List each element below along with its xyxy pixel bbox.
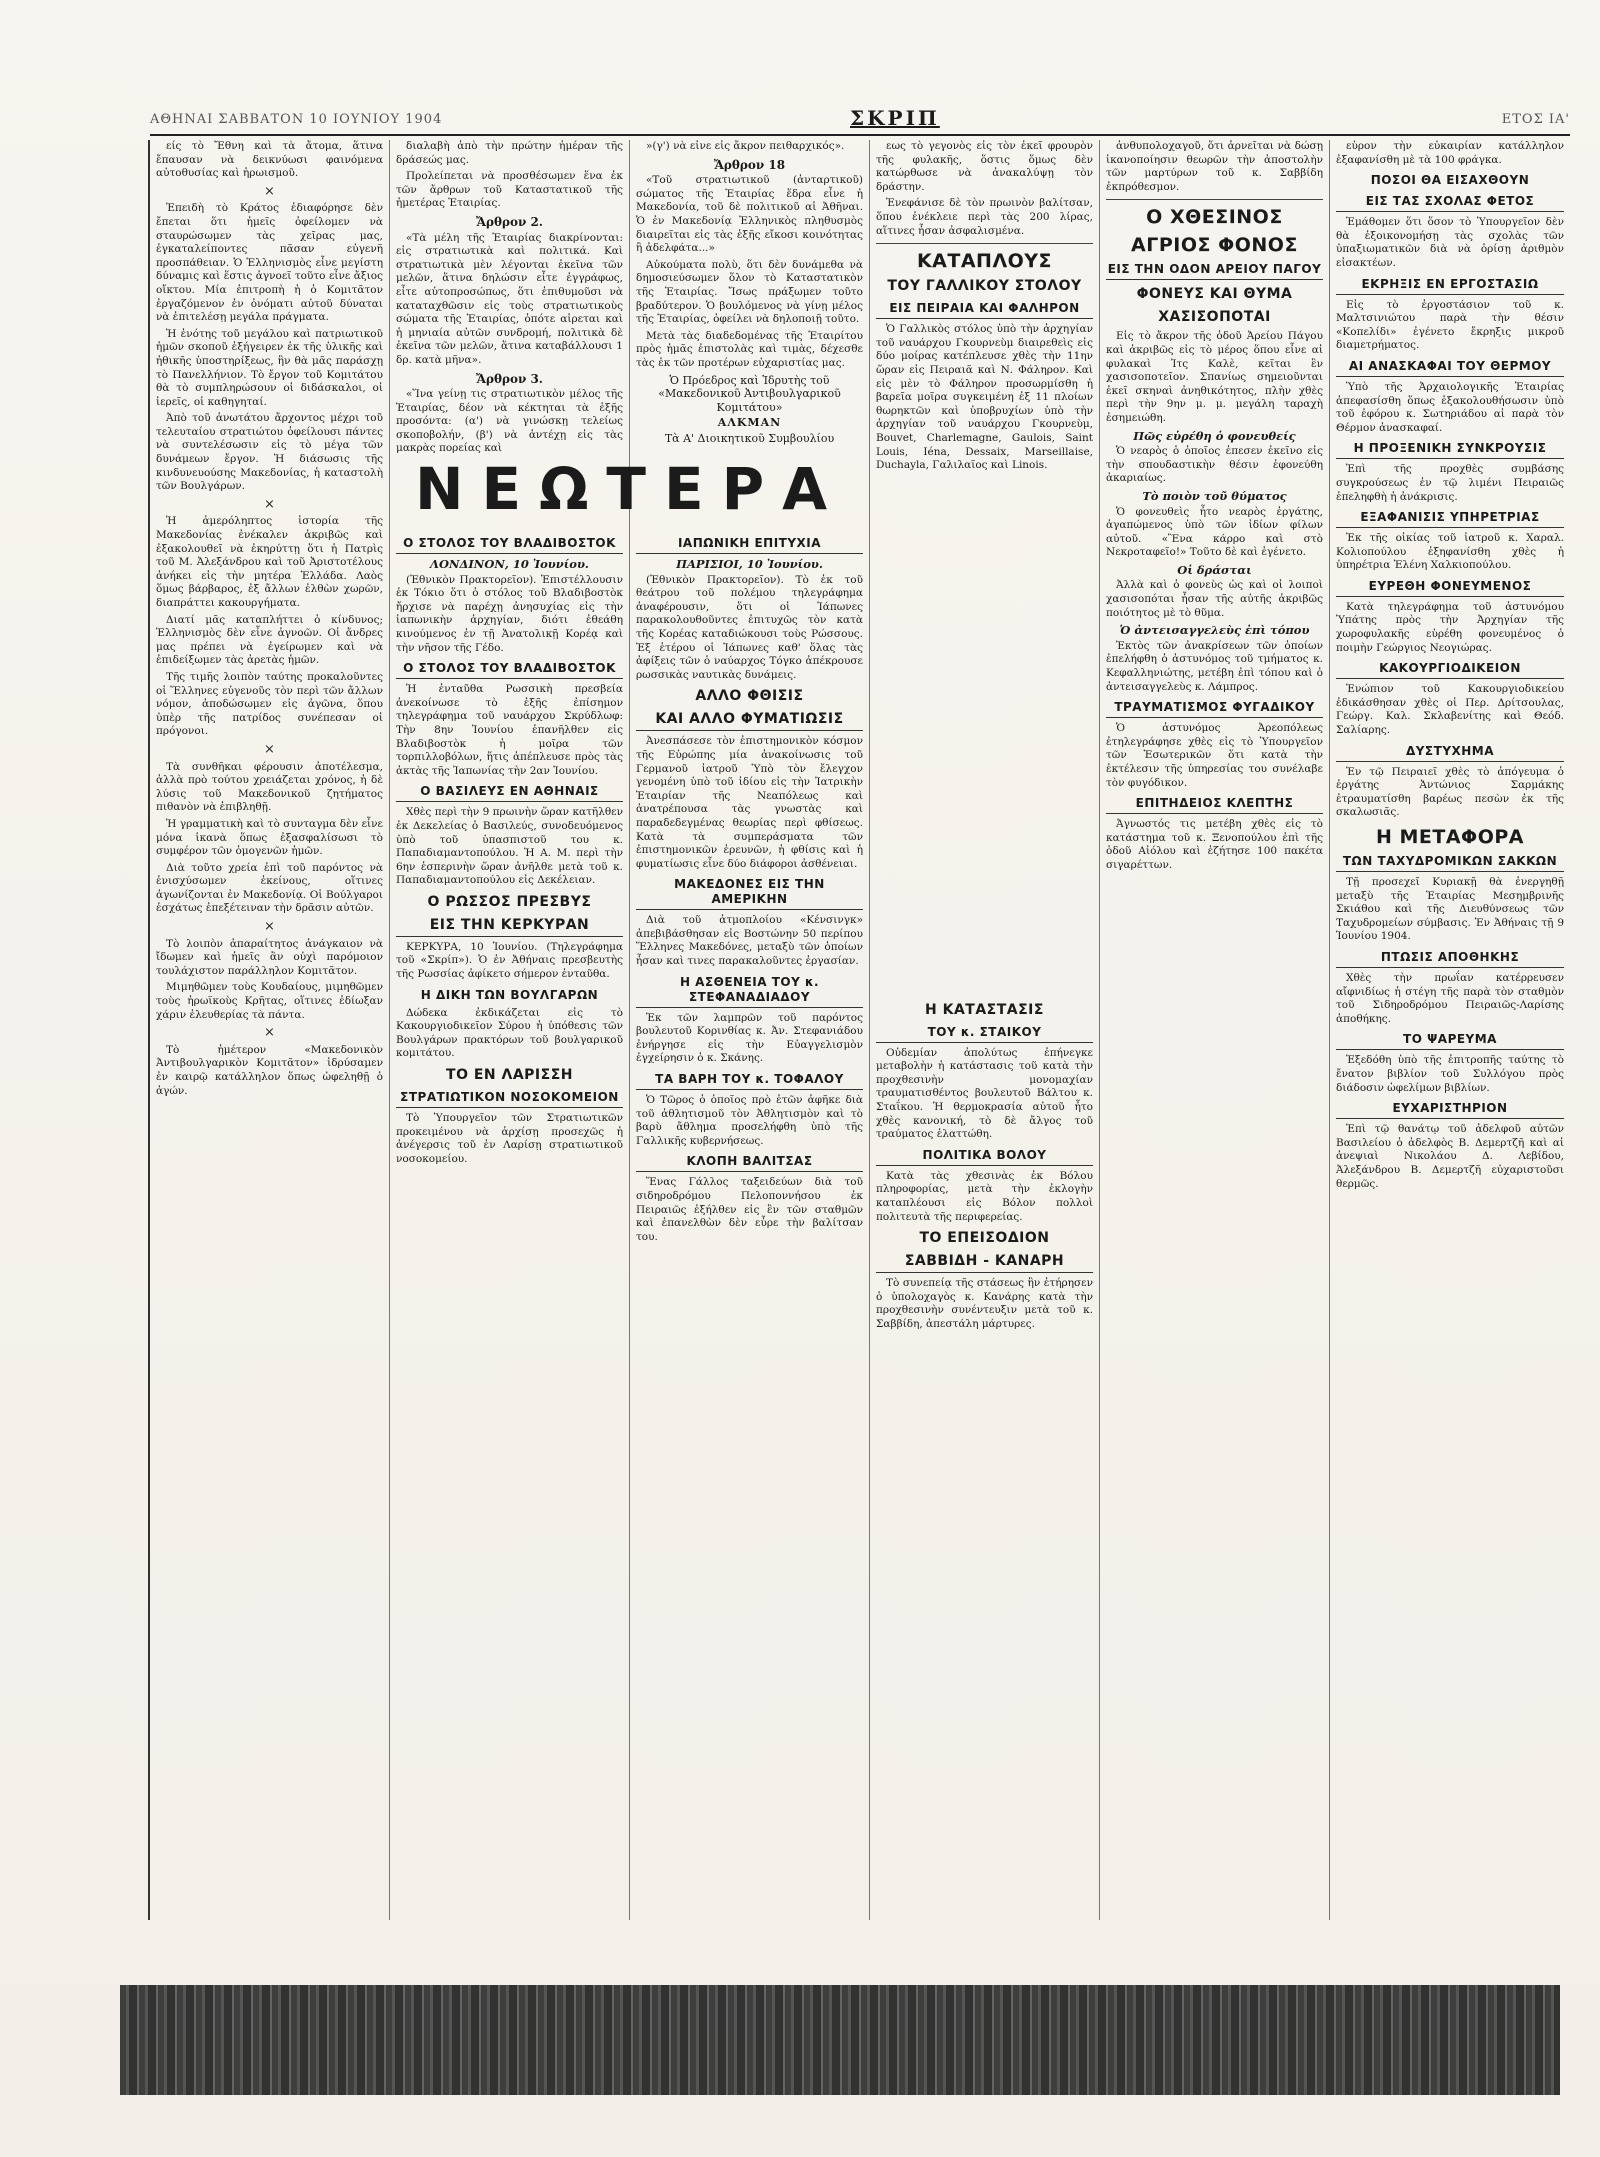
heading-how-many: ΠΟΣΟΙ ΘΑ ΕΙΣΑΧΘΟΥΝ [1370, 173, 1530, 188]
heading-condition: Η ΚΑΤΑΣΤΑΣΙΣ [925, 1001, 1044, 1018]
col1-para-3: Ἡ ἐνότης τοῦ μεγάλου καὶ πατριωτικοῦ ἡμῶν σκοποῦ ἐξήγειρεν ἐκ τῆς ὑλικῆς καὶ ἠθικῆς ὑποστηρίξεως, ἣν θὰ μᾶς παράσχῃ τὸ Πανελλήνιον. Τὸ ἔργον τοῦ Κομιτάτου θὰ τὸ συμπληρώσουν οἱ διδάσκαλοι, οἱ ἱερεῖς, οἱ καθηγηταί. [156, 327, 383, 408]
masthead-issue: ΕΤΟΣ ΙΑ' [1501, 112, 1570, 127]
col1-para-9: Ἡ γραμματικὴ καὶ τὸ συνταγμα δὲν εἶνε μόνα ἱκανὰ ὅπως ἐξασφαλίσωσι τὸ συμφέρον τῶν ὁμογενῶν ἡμῶν. [156, 817, 383, 858]
court-text: Ἐνώπιον τοῦ Κακουργιοδικείου ἐδικάσθησαν χθὲς οἱ Περ. Δρίτσουλας, Γεώργ. Καλ. Σκλαβενίτης καὶ Θεόδ. Σαλίαρης. [1336, 683, 1564, 737]
col1-para-6: Διατί μᾶς καταπλήττει ὁ κίνδυνος; Ἐλληνισμὸς δὲν εἶνε ἀγνοῶν. Οἱ ἄνδρες μας πρέπει νὰ ἐγείρωμεν καὶ νὰ ἐπιδείξωμεν τὰς ἀρετὰς ἡμῶν. [156, 613, 383, 667]
thanks-text: Ἐπὶ τῷ θανάτῳ τοῦ ἀδελφοῦ αὐτῶν Βασιλείου ὁ ἀδελφὸς Β. Δεμερτζῆ καὶ αἱ ἀνεψιαὶ Νικολάου Δ. Λεβίδου, Ἀλεξάνδρου Β. Δεμερτζῆ εὐχαριστοῦσι θερμῶς. [1336, 1123, 1564, 1190]
dateline-london: ΛΟΝΔΙΝΟΝ, 10 Ἰουνίου. [430, 557, 589, 571]
col1-para-5: Ἡ ἀμερόληπτος ἱστορία τῆς Μακεδονίας ἐνέκαλεν ἀκριβῶς καὶ ἐξακολουθεῖ νὰ ἐκηρύττῃ ὅτι ἡ Πατρὶς τοῦ Μ. Ἀλεξάνδρου καὶ τοῦ Ἀριστοτέλους ἀνήκει εἰς τὴν μητέρα Ἑλλάδα. Λαὸς ὅμως βάρβαρος, ἐξ ἄλλων ἐλθὼν χωρῶν, διαπράττει κακουργήματα. [156, 515, 383, 609]
heading-explosion: ΕΚΡΗΞΙΣ ΕΝ ΕΡΓΟΣΤΑΣΙΩ [1336, 277, 1564, 295]
prosecutor-text: Ἐκτὸς τῶν ἀνακρίσεων τῶν ὁποίων ἐπελήφθη ὁ ἀστυνόμος τοῦ τμήματος κ. Κεφαλληνιώτης, μετέβη ἐπὶ τόπου καὶ ὁ ἀντεισαγγελεὺς κ. Λάμπρος. [1106, 639, 1323, 693]
col1-para-10: Διὰ τοῦτο χρεία ἐπὶ τοῦ παρόντος νὰ ἐνισχύσωμεν ἐκείνους, οἵτινες ἀγωνίζονται ἐν Μακεδονίᾳ. Οἱ Βούλγαροι ἐσχάτως ἐπεξέτειναν τὴν δρᾶσιν αὐτῶν. [156, 861, 383, 915]
heading-illness: Η ΑΣΘΕΝΕΙΑ ΤΟΥ κ. ΣΤΕΦΑΝΑΔΙΑΔΟΥ [636, 975, 863, 1008]
king-text: Χθὲς περὶ τὴν 9 πρωινὴν ὥραν κατῆλθεν ἐκ Δεκελείας ὁ Βασιλεύς, συνοδευόμενος ὑπὸ τοῦ ὑπασπιστοῦ του κ. Παπαδιαμαντοπούλου. Ἡ Α. Μ. περὶ τὴν 6ην ἑσπερινὴν ὥραν ἀνῆλθε μετὰ τοῦ κ. Παπαδιαμαντοπούλου εἰς Δεκέλειαν. [396, 806, 623, 887]
article-2-heading: Ἄρθρον 2. [476, 214, 543, 229]
fishing-text: Ἐξεδόθη ὑπὸ τῆς ἐπιτροπῆς ταύτης τὸ ἔνατον βιβλίον τοῦ Συλλόγου πρὸς διάδοσιν ὠφελίμων βιβλίων. [1336, 1054, 1564, 1094]
news-column-1 [390, 530, 630, 1920]
theft-text: Ἕνας Γάλλος ταξειδεύων διὰ τοῦ σιδηροδρόμου Πελοποννήσου ἐκ Πειραιῶς ἐξήλθεν εἰς ἓν τῶν σταθμῶν καὶ ἐπανελθὼν δὲν εὗρε τὴν βαλίτσαν του. [636, 1176, 863, 1243]
col1-para-12: Μιμηθῶμεν τοὺς Κουδαίους, μιμηθῶμεν τοὺς ἡρωϊκοὺς Κρῆτας, οἵτινες ἐδίωξαν χάριν ἐλευθερίας τὰ πάντα. [156, 981, 383, 1021]
hospital-text: Τὸ Ὑπουργεῖον τῶν Στρατιωτικῶν προκειμένου νὰ ἀρχίσῃ προσεχῶς ἡ ἀνέγερσις τοῦ ἐν Λαρίσῃ στρατιωτικοῦ νοσοκομείου. [396, 1112, 623, 1165]
heading-postal-bags: ΤΩΝ ΤΑΧΥΔΡΟΜΙΚΩΝ ΣΑΚΚΩΝ [1336, 854, 1564, 872]
dateline-paris: ΠΑΡΙΣΙΟΙ, 10 Ἰουνίου. [676, 557, 823, 571]
heading-vladivostok-fleet-2: Ο ΣΤΟΛΟΣ ΤΟΥ ΒΛΑΔΙΒΟΣΤΟΚ [396, 661, 623, 679]
excavations-text: Ὑπὸ τῆς Ἀρχαιολογικῆς Ἑταιρίας ἀπεφασίσθη ὅπως ἐξακολουθήσωσιν ὑπὸ τοῦ ἐφόρου κ. Σωτηριάδου αἱ παρὰ τὸν Θέρμον ἀνασκαφαί. [1336, 380, 1564, 434]
fugitive-text: Ὁ ἀστυνόμος Ἀρεοπόλεως ἐτηλεγράφησε χθὲς εἰς τὸ Ὑπουργεῖον τῶν Ἐσωτερικῶν ὅτι κατὰ τὴν ἐκτέλεσιν τῆς ὑπηρεσίας του συνέλαβε τὸν φυγόδικον. [1106, 722, 1323, 789]
signature-title: Ὁ Πρόεδρος καὶ Ἱδρυτὴς τοῦ «Μακεδονικοῦ Ἀντιβουλγαρικοῦ Κομιτάτου» [658, 373, 841, 414]
heading-savage-murder: ΑΓΡΙΟΣ ΦΟΝΟΣ [1131, 234, 1298, 257]
col3-para-3: Μετὰ τὰς διαδεδομένας τῆς Ἑταιρίτου πρὸς ἡμᾶς ἐπιστολὰς καὶ τιμὰς, δέχεσθε τὰς ἐκ τῶν προτέρων εὐχαριστίας μας. [636, 329, 863, 369]
signature-name: ΑΛΚΜΑΝ [717, 416, 782, 430]
heading-russian-ambassador: Ο ΡΩΣΣΟΣ ΠΡΕΣΒΥΣ [427, 893, 592, 910]
vladivostok-text-2: Ἡ ἐνταῦθα Ρωσσικὴ πρεσβεία ἀνεκοίνωσε τὸ ἑξῆς ἐπίσημον τηλεγράφημα τοῦ ναυάρχου Σκρύδλωφ: Τὴν 8ην Ἰουνίου ἐπανῆλθεν εἰς Βλαδιβοστὸκ ἡ μοῖρα τῶν τορπιλλοβόλων, ἥτις ἀπέπλευσε πρὸς τὰς ἀκτὰς τῆς Ἰαπωνίας τὴν 2αν Ἰουνίου. [396, 683, 623, 777]
columns-area [150, 140, 1570, 1920]
heading-suitcase-theft: ΚΛΟΠΗ ΒΑΛΙΤΣΑΣ [636, 1154, 863, 1172]
heading-volos-politics: ΠΟΛΙΤΙΚΑ ΒΟΛΟΥ [876, 1148, 1093, 1166]
masthead-date: ΑΘΗΝΑΙ ΣΑΒΒΑΤΟΝ 10 ΙΟΥΝΙΟΥ 1904 [150, 112, 443, 127]
heading-tuberculosis: ΚΑΙ ΑΛΛΟ ΦΥΜΑΤΙΩΣΙΣ [636, 711, 863, 731]
col1-para-1: είς τὸ Ἔθνη καὶ τὰ ἄτομα, ἅτινα ἔπαυσαν νὰ δεικνύωσι φαινόμενα αὐτοθυσίας καὶ ἡρωισμοῦ. [156, 140, 383, 180]
masthead-title: ΣΚΡΙΠ [850, 106, 940, 130]
col3-para-2: Αὐκούματα πολὺ, ὅτι δὲν δυνάμεθα νὰ δημοσιεύσωμεν ὅλον τὸ Καταστατικὸν τῆς Ἑταιρίας. Ἴσως πράξωμεν τοῦτο βραδύτερον. Ὁ βουλόμενος νὰ γίνῃ μέλος τῆς Ἑταιρίας, ὀφείλει νὰ δηλοποιῇ τοῦτο. [636, 258, 863, 326]
article-3-heading: Ἄρθρον 3. [476, 371, 543, 386]
illness-text: Ἐκ τῶν λαμπρῶν τοῦ παρόντος βουλευτοῦ Κορινθίας κ. Ἀν. Στεφανιάδου ἐνήργησε εἰς τὴν Εὐαγγελισμὸν ἐγχείρησιν ὁ κ. Σκάνης. [636, 1011, 863, 1065]
heading-incident: ΤΟ ΕΠΕΙΣΟΔΙΟΝ [919, 1230, 1050, 1247]
heading-arrival: ΚΑΤΑΠΛΟΥΣ [916, 250, 1053, 273]
col2-para-1: διαλαβὴ ἀπὸ τὴν πρώτην ἡμέραν τῆς δράσεώς μας. [396, 140, 623, 166]
heading-schools: ΕΙΣ ΤΑΣ ΣΧΟΛΑΣ ΦΕΤΟΣ [1336, 194, 1564, 212]
heading-savvidis-kanaris: ΣΑΒΒΙΔΗ - ΚΑΝΑΡΗ [876, 1253, 1093, 1273]
heading-found-dead: ΕΥΡΕΘΗ ΦΟΝΕΥΜΕΝΟΣ [1336, 579, 1564, 597]
heading-how-found: Πῶς εὑρέθη ὁ φονευθείς [1133, 428, 1296, 443]
col1-para-8: Τὰ συνθῆκαι φέρουσιν ἀποτέλεσμα, ἀλλὰ πρὸ τούτου χρειάζεται χρόνος, ἡ δὲ λύσις τοῦ Μακεδονικοῦ ζητήματος πιθανὸν νὰ ἐπιβληθῇ. [156, 760, 383, 814]
scan-bottom-strip [120, 1985, 1560, 2095]
heading-consular: Η ΠΡΟΞΕΝΙΚΗ ΣΥΝΚΡΟΥΣΙΣ [1336, 441, 1564, 459]
separator-cross: × [264, 1025, 275, 1041]
article-18-text: «Τοῦ στρατιωτικοῦ (ἀνταρτικοῦ) σώματος τῆς Ἑταιρίας ἕδρα εἶνε ἡ Μακεδονία, τοῦ δὲ πολιτικοῦ αἱ Ἀθῆναι. Ὁ ἐν Μακεδονίᾳ Ἑλληνικὸς πληθυσμὸς διαιρεῖται εἰς τὰς ἑξῆς εἴκοσι κοινότητας ἢ ἀδελφάτα...» [636, 174, 863, 255]
col1-para-4: Ἀπὸ τοῦ ἀνωτάτου ἄρχοντος μέχρι τοῦ τελευταίου στρατιώτου ὀφείλουσι πάντες νὰ συντελέσωσιν εἰς τὸ μέγα τῶν δυνάμεων ἔργον. Ἡ διάσωσις τῆς κινδυνευούσης Μακεδονίας, ἡ καταστολὴ τῶν Βουλγάρων. [156, 412, 383, 493]
col4-para-1: εως τὸ γεγονὸς εἰς τὸν ἐκεῖ φρουρὸν τῆς φυλακῆς, ὅστις ὅμως δὲν κατώρθωσε νὰ ἀνακαλύψῃ τὸν δράστην. [876, 140, 1093, 193]
separator-cross: × [264, 183, 275, 199]
consular-text: Ἐπὶ τῆς προχθὲς συμβάσης συγκρούσεως ἐν τῷ λιμένι Πειραιῶς ἐπεληφθὴ ἡ ἀνάκρισις. [1336, 463, 1564, 503]
heading-warehouse: ΠΤΩΣΙΣ ΑΠΟΘΗΚΗΣ [1336, 950, 1564, 968]
macedonians-text: Διὰ τοῦ ἀτμοπλοίου «Κένσινγκ» ἀπεβιβάσθησαν εἰς Βοστώνην 50 περίπου Ἕλληνες Μακεδόνες, μεταξὺ τῶν ὁποίων ἦσαν καὶ τινες παρακαλοῦντες ἐργασίαν. [636, 914, 863, 968]
heading-fugitive: ΤΡΑΥΜΑΤΙΣΜΟΣ ΦΥΓΑΔΙΚΟΥ [1106, 700, 1323, 718]
victim-text: Ὁ φονευθεὶς ἦτο νεαρὸς ἐργάτης, ἀγαπώμενος ὑπὸ τῶν ἰδίων φίλων αὐτοῦ. «Ἓνα κάρρο καὶ στὸ Νεκροταφεῖο!» Τοῦτο δὲ καὶ ἐγένετο. [1106, 505, 1323, 559]
perpetrators-text: Ἀλλὰ καὶ ὁ φονεὺς ὡς καὶ οἱ λοιποὶ χασισοπόται ἦσαν τῆς αὐτῆς ἀκριβῶς ποιότητος μὲ τὸ θῦμα. [1106, 579, 1323, 619]
warehouse-text: Χθὲς τὴν πρωΐαν κατέρρευσεν αἴφνιδίως ἡ στέγη τῆς παρὰ τὸν σταθμὸν τοῦ Σιδηροδρόμου Πειραιῶς-Λαρίσης ἀποθήκης. [1336, 971, 1564, 1025]
heading-military-hospital: ΣΤΡΑΤΙΩΤΙΚΟΝ ΝΟΣΟΚΟΜΕΙΟΝ [396, 1090, 623, 1108]
divider [1106, 199, 1323, 200]
heading-staikos: ΤΟΥ κ. ΣΤΑΙΚΟΥ [876, 1025, 1093, 1043]
heading-phthisis: ΑΛΛΟ ΦΘΙΣΙΣ [695, 688, 804, 705]
heading-macedonians-america: ΜΑΚΕΔΟΝΕΣ ΕΙΣ ΤΗΝ ΑΜΕΡΙΚΗΝ [636, 877, 863, 910]
col3-para-1: »(γ') νὰ εἶνε εἰς ἄκρον πειθαρχικός». [646, 140, 845, 152]
found-dead-text: Κατὰ τηλεγράφημα τοῦ ἀστυνόμου Ὑπάτης πρὸς τὴν Ἀρχηγίαν τῆς χωροφυλακῆς εὑρέθη φονευμένος ὁ ποιμὴν Γεώργιος Νεογιώρας. [1336, 600, 1564, 654]
trial-text: Δώδεκα ἐκδικάζεται εἰς τὸ Κακουργιοδικεῖον Σύρου ἡ ὑπόθεσις τῶν Βουλγάρων πρακτόρων τοῦ βουλγαρικοῦ κομιτάτου. [396, 1006, 623, 1060]
col5-para-1: ἀνθυπολοχαγοῦ, ὅτι ἀρνεῖται νὰ δώσῃ ἱκανοποίησιν θεωρῶν τὴν ἀποστολὴν τῶν μαρτύρων τοῦ κ. Σαββίδη ἐκπρόθεσμον. [1106, 140, 1323, 193]
tofalos-text: Ὁ Τῶρος ὁ ὁποῖος πρὸ ἐτῶν ἀφῆκε διὰ τοῦ ἀθλητισμοῦ τὸν Ἀθλητισμὸν καὶ τὸ βαρὺ ἄθλημα προσελήφθη ὑπὸ τῆς Γαλλικῆς κυβερνήσεως. [636, 1094, 863, 1147]
explosion-text: Εἰς τὸ ἐργοστάσιον τοῦ κ. Μαλτσινιώτου παρὰ τὴν θέσιν «Κοπελίδι» ἐγένετο ἔκρηξις μικροῦ διαμετρήματος. [1336, 298, 1564, 352]
phthisis-text: Ἀνεσπάσεσε τὸν ἐπιστημονικὸν κόσμον τῆς Εὐρώπης μία ἀνακοίνωσις τοῦ Γερμανοῦ ἰατροῦ Ὑπὸ τὸν ἔλεγχον γενομένη ὑπὸ τοῦ ἰδίου εἰς τὴν Ἰατρικὴν Ἑταιρίαν τῆς Νεαπόλεως καὶ ἀνατρέπουσα τὰς γνωστὰς καὶ παραδεδεγμένας θεωρίας περὶ φθίσεως. Κατὰ τὰ συμπεράσματα τῶν ἐπιστημονικῶν ἐρευνῶν, ἡ φθίσις καὶ ἡ φυματίωσις εἶνε δύο διάφοροι ἀσθένειαι. [636, 735, 863, 870]
separator-cross: × [264, 741, 275, 757]
neotera-banner: ΝΕΩΤΕΡΑ [414, 455, 846, 523]
heading-thanks: ΕΥΧΑΡΙΣΤΗΡΙΟΝ [1336, 1101, 1564, 1119]
found-text: Ὁ νεαρὸς ὁ ὁποῖος ἐπεσεν ἐκεῖνο εἰς τὴν σπουδαστικὴν θέσιν ἐφονεύθη ἀκαριαίως. [1106, 445, 1323, 485]
heading-fishing: ΤΟ ΨΑΡΕΥΜΑ [1336, 1032, 1564, 1050]
article-3-text: «Ἵνα γείνῃ τις στρατιωτικὸν μέλος τῆς Ἑταιρίας, δέον νὰ κέκτηται τὰ ἑξῆς προσόντα: (α') νὰ γινώσκῃ τελείως σκοποβολήν, (β') νὰ ἀντέχῃ εἰς τὰς μακρὰς πορείας καὶ [396, 388, 623, 455]
heading-tofalos: ΤΑ ΒΑΡΗ ΤΟΥ κ. ΤΟΦΑΛΟΥ [636, 1072, 863, 1090]
heading-perpetrators: Οἱ δράσται [1177, 562, 1252, 577]
col4-para-2: Ἐνεφάνισε δὲ τὸν πρωινὸν βαλίτσαν, ὅπου ἐνέκλειε περὶ τὰς 200 λίρας, αἵτινες ἦσαν ἀσφαλισμένα. [876, 197, 1093, 237]
condition-text: Οὐδεμίαν ἀπολύτως ἐπήνεγκε μεταβολὴν ἡ κατάστασις τοῦ κατὰ τὴν προχθεσινὴν μονομαχίαν τραυματισθέντος βουλευτοῦ Βάλτου κ. Σταΐκου. Ἡ θερμοκρασία αὐτοῦ ἦτο χθὲς κανονική, τὸ δὲ ἄλγος τοῦ τραύματος ἐλαττώθη. [876, 1046, 1093, 1141]
col6-para-1: εὑρον τὴν εὐκαιρίαν κατάλληλον ἐξαφανίσθη μὲ τὰ 100 φράγκα. [1336, 140, 1564, 166]
vladivostok-text: (Ἐθνικὸν Πρακτορεῖον). Ἐπιστέλλουσιν ἐκ Τόκιο ὅτι ὁ στόλος τοῦ Βλαδιβοστὸκ ἤρχισε νὰ παρέχῃ ἀνησυχίας εἰς τὴν ἰαπωνικὴν ἀρχηγίαν, διότι ἐθεάθη κινούμενος ἐν τῇ Ἀνατολικῇ Κορέᾳ καὶ τὴν νῆσον τῆς Γέδο. [396, 573, 623, 654]
accident-text: Ἐν τῷ Πειραιεῖ χθὲς τὸ ἀπόγευμα ὁ ἐργάτης Ἀντώνιος Σαρμάκης ἐτραυματίσθη βαρέως πεσὼν ἐκ τῆς σκαλωσιᾶς. [1336, 765, 1564, 819]
heading-accident: ΔΥΣΤΥΧΗΜΑ [1336, 744, 1564, 762]
postal-text: Τῇ προσεχεῖ Κυριακῇ θὰ ἐνεργηθῇ μεταξὺ τῆς Ἑταιρίας Μεσημβρινῆς Σκιάθου καὶ τῆς Διευθύνσεως τῶν Ταχυδρομείων σύμβασις. Ἐν Ἀθήναις τῇ 9 Ἰουνίου 1904. [1336, 876, 1564, 943]
heading-vladivostok-fleet: Ο ΣΤΟΛΟΣ ΤΟΥ ΒΛΑΔΙΒΟΣΤΟΚ [396, 536, 623, 554]
col1-para-11: Τὸ λοιπὸν ἀπαραίτητος ἀνάγκαιον νὰ ἴδωμεν καὶ ἡμεῖς ἂν οὐχὶ παρόμοιον τουλάχιστον παράλληλον Κομιτᾶτον. [156, 937, 383, 977]
signature-board: Τὰ Α' Διοικητικοῦ Συμβουλίου [664, 431, 835, 445]
incident-text: Τὸ συνεπείᾳ τῆς στάσεως ἣν ἐτήρησεν ὁ ὑπολοχαγὸς κ. Κανάρης κατὰ τὴν προχθεσινὴν συνέντευξιν μετὰ τοῦ κ. Σαββίδη, ἀπεστάλη μάρτυρες. [876, 1277, 1093, 1330]
heading-japanese-success: ΙΑΠΩΝΙΚΗ ΕΠΙΤΥΧΙΑ [636, 536, 863, 554]
heading-king-in-athens: Ο ΒΑΣΙΛΕΥΣ ΕΝ ΑΘΗΝΑΙΣ [396, 784, 623, 802]
heading-murderer-victim: ΦΟΝΕΥΣ ΚΑΙ ΘΥΜΑ [1136, 286, 1293, 303]
heading-excavations: ΑΙ ΑΝΑΣΚΑΦΑΙ ΤΟΥ ΘΕΡΜΟΥ [1336, 359, 1564, 377]
column-4 [870, 140, 1100, 1920]
heading-thief: ΕΠΙΤΗΔΕΙΟΣ ΚΛΕΠΤΗΣ [1106, 796, 1323, 814]
heading-corfu: ΕΙΣ ΤΗΝ ΚΕΡΚΥΡΑΝ [396, 917, 623, 937]
separator-cross: × [264, 919, 275, 935]
separator-cross: × [264, 496, 275, 512]
heading-hashish: ΧΑΣΙΣΟΠΟΤΑΙ [1158, 309, 1271, 326]
article-2-text: «Τὰ μέλη τῆς Ἑταιρίας διακρίνονται: εἰς στρατιωτικὰ καὶ πολιτικά. Καὶ στρατιωτικὰ μὲν λέγονται ἐκεῖνα τῶν μελῶν, ἅτινα δηλώσιν εἶτε ἐγγράφως, εἶτε αὐτοπροσώπως, ὅτι ἐπιθυμοῦσι νὰ καταταχθῶσιν εἰς τοὺς στρατιωτικοὺς σώματα τῆς Ἑταιρίας, ὁπότε αἱρεται καὶ ἡ μηνιαία αὐτῶν συνδρομή, πολιτικὰ δὲ ἐκεῖνα τῶν μελῶν, ἅτινα καταβάλλουσι 1 δρ. κατὰ μῆνα». [396, 231, 623, 366]
col1-para-7: Τῆς τιμῆς λοιπὸν ταύτης προκαλοῦντες οἱ Ἕλληνες εὐγενοῦς τὸν περὶ τῶν ἄλλων νόμον, ἀποδώσωμεν εἰς ἀγῶνα, ὅπου ὑπὲρ τῆς πατρίδος συνέπεσαν οἱ πρόγονοι. [156, 670, 383, 738]
ambassador-text: ΚΕΡΚΥΡΑ, 10 Ἰουνίου. (Τηλεγράφημα τοῦ «Σκρίπ»). Ὁ ἐν Ἀθήναις πρεσβευτὴς τῆς Ρωσσίας ἀφίκετο σήμερον ἐνταῦθα. [396, 940, 623, 981]
maid-text: Ἐκ τῆς οἰκίας τοῦ ἰατροῦ κ. Χαραλ. Κολιοπούλου ἐξηφανίσθη χθὲς ἡ ὑπηρέτρια Ἑλένη Χαλκιοπούλου. [1336, 532, 1564, 572]
col1-para-13: Τὸ ἡμέτερον «Μακεδονικὸν Ἀντιβουλγαρικὸν Κομιτᾶτον» ἱδρύσαμεν ἐν καιρῷ κατάλληλον ὅπως ὠφεληθῇ ὁ ἀγών. [156, 1043, 383, 1097]
column-1 [150, 140, 390, 1920]
article-18-heading: Ἄρθρον 18 [713, 157, 786, 172]
divider [876, 243, 1093, 244]
thief-text: Ἀγνωστός τις μετέβη χθὲς εἰς τὸ κατάστημα τοῦ κ. Ξενοπούλου ἐπὶ τῆς ὁδοῦ Αἰόλου καὶ ἐζήτησε 100 πακέτα σιγαρέττων. [1106, 818, 1323, 871]
spacer [876, 476, 1093, 996]
heading-transport: Η ΜΕΤΑΦΟΡΑ [1375, 826, 1524, 848]
news-column-2 [630, 530, 870, 1920]
murder-text: Εἰς τὸ ἄκρον τῆς ὁδοῦ Ἀρείου Πάγου καὶ ἀκριβῶς εἰς τὸ μέρος ὅπου εἶνε αἱ φυλακαὶ Ἰτς Καλὲ, κεῖται ἓν χασισοποτεῖον. Σπανίως σημειοῦνται ἐκεῖ σκηναὶ ἀνηθικότητος, πλὴν χθὲς περὶ τὴν 9ην μ. μ. μεγάλη ταραχὴ ἐσημειώθη. [1106, 330, 1323, 424]
japanese-text: (Ἐθνικὸν Πρακτορεῖον). Τὸ ἐκ τοῦ θεάτρου τοῦ πολέμου τηλεγράφημα ἀναφέρουσιν, ὅτι οἱ Ἰάπωνες παρακολουθοῦντες ἐπιτυχῶς τὸν κατὰ τῆς Κορέας καταδιώκουσι τοὺς Ρώσσους. Ἐξ ἑτέρου οἱ Ἰάπωνες καθ' ὅλας τὰς ἀφίξεις τῶν ὁ ναύαρχος Τόγκο ἀπέκρουσε ρωσσικὰς ναυτικὰς δυνάμεις. [636, 573, 863, 681]
heading-areios-pagos: ΕΙΣ ΤΗΝ ΟΔΟΝ ΑΡΕΙΟΥ ΠΑΓΟΥ [1106, 262, 1323, 280]
schools-text: Ἐμάθομεν ὅτι ὅσον τὸ Ὑπουργεῖον δὲν θὰ ἐξοικονομήσῃ τὰς σχολὰς τῶν ὑπαξιωματικῶν διὰ νὰ ὁρίσῃ ἀριθμὸν εἰσακτέων. [1336, 216, 1564, 269]
col2-para-2: Προλείπεται νὰ προσθέσωμεν ἕνα ἐκ τῶν ἄρθρων τοῦ Καταστατικοῦ τῆς ἡμετέρας Ἑταιρίας. [396, 170, 623, 210]
heading-maid: ΕΞΑΦΑΝΙΣΙΣ ΥΠΗΡΕΤΡΙΑΣ [1336, 510, 1564, 528]
fleet-text: Ὁ Γαλλικὸς στόλος ὑπὸ τὴν ἀρχηγίαν τοῦ ναυάρχου Γκουρνεὺμ διαιρεθεὶς εἰς δύο μοίρας κατέπλευσε χθὲς τὴν 11ην ὥραν εἰς Πειραιᾶ καὶ Ν. Φάληρον. Καὶ εἰς μὲν τὸ Φάληρον προσωρμίσθη ἡ βαρεῖα μοῖρα συγκειμένη ἐξ 11 πλοίων θωρηκτῶν καὶ ὑποβρυχίων ὑπὸ τὴν ἀρχηγίαν τοῦ ναυάρχου Γκουρνεὺμ, Bouvet, Charlemagne, Gaulois, Saint Louis, Iéna, Dessaix, Marseillaise, Duchayla, Γαλιλαῖος καὶ Linois. [876, 323, 1093, 472]
col1-para-2: Ἐπειδὴ τὸ Κράτος ἐδιαφόρησε δὲν ἔπεται ὅτι ἡμεῖς ὀφείλομεν νὰ σταυρώσωμεν τὰς χεῖρας μας, ἐγκαταλείποντες πᾶσαν εὐγενῆ προσπάθειαν. Ὁ Ἑλληνισμὸς εἶνε μεγίστη δύναμις καὶ ἕστις ἀγνοεῖ τοῦτο εἶνε ἄξιος οἴκτου. Μία ἐπιτροπὴ ἡ ὁ Κομιτᾶτον ἐργαζόμενον ἐν ὀνόματι αὐτοῦ δύναται νὰ ἐπιτελέσῃ μεγάλα πράγματα. [156, 202, 383, 324]
column-6 [1330, 140, 1570, 1920]
volos-text: Κατὰ τὰς χθεσινὰς ἐκ Βόλου πληροφορίας, μετὰ τὴν ἐκλογὴν καταπλέουσι εἰς Βόλον πολλοὶ πολιτευτὰ τῆς περιφερείας. [876, 1169, 1093, 1223]
heading-larissa: ΤΟ ΕΝ ΛΑΡΙΣΣΗ [446, 1067, 573, 1084]
masthead [150, 108, 1570, 136]
column-5 [1100, 140, 1330, 1920]
heading-victim-quality: Τὸ ποιὸν τοῦ θύματος [1142, 488, 1287, 503]
heading-bulgarian-trial: Η ΔΙΚΗ ΤΩΝ ΒΟΥΛΓΑΡΩΝ [420, 987, 599, 1002]
heading-yesterdays: Ο ΧΘΕΣΙΝΟΣ [1146, 206, 1283, 229]
heading-court: ΚΑΚΟΥΡΓΙΟΔΙΚΕΙΟΝ [1336, 661, 1564, 679]
heading-prosecutor: Ὁ ἀντεισαγγελεὺς ἐπὶ τόπου [1119, 623, 1310, 638]
heading-piraeus-faliro: ΕΙΣ ΠΕΙΡΑΙΑ ΚΑΙ ΦΑΛΗΡΟΝ [876, 301, 1093, 319]
heading-french-fleet: ΤΟΥ ΓΑΛΛΙΚΟΥ ΣΤΟΛΟΥ [887, 278, 1082, 295]
